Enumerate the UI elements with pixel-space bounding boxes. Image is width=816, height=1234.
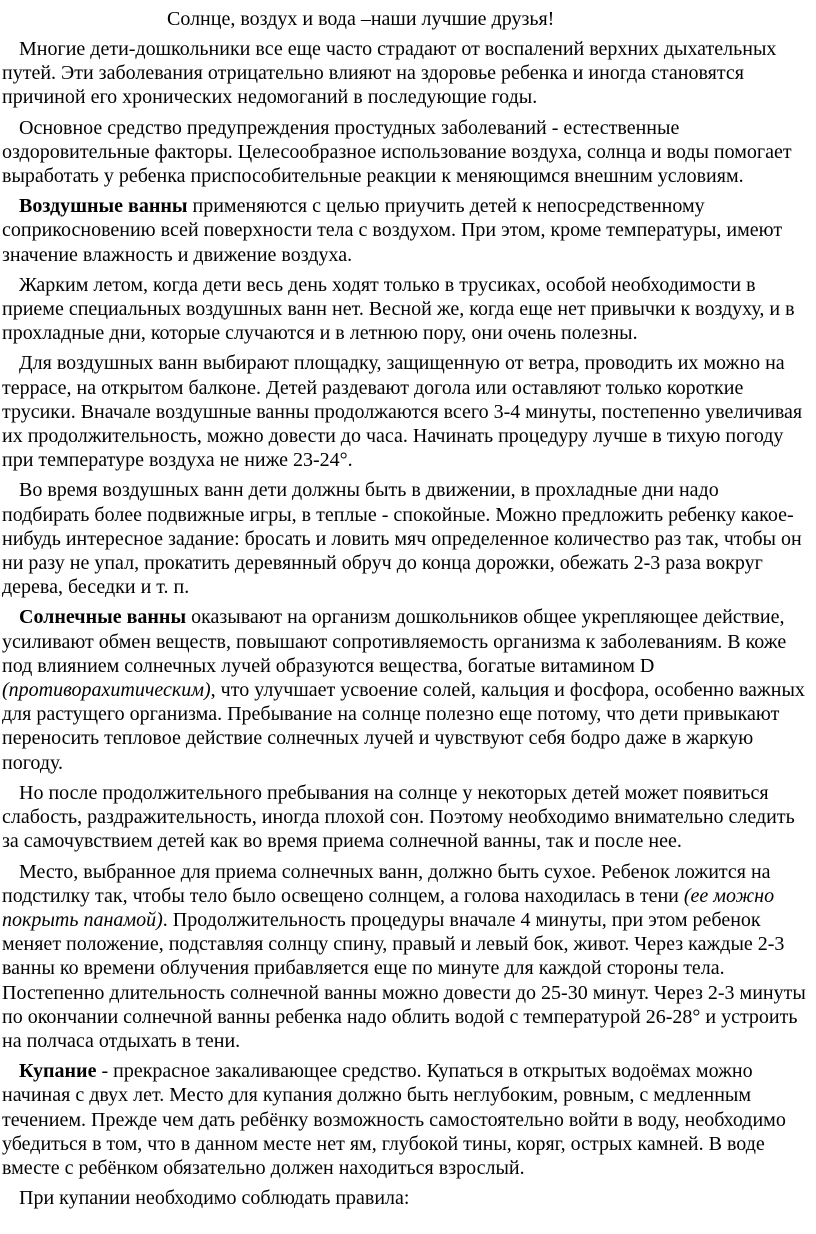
sun-procedure-italic: (ее можно покрыть панамой): [2, 884, 775, 931]
sun-procedure-text-a: Место, выбранное для приема солнечных ванн, должно быть сухое. Ребенок ложится на подстилку так, чтобы тело было освещено солнцем, а голова находилась в тени: [2, 860, 771, 907]
paragraph-respiratory-diseases: Многие дети-дошкольники все еще часто страдают от воспалений верхних дыхательных путей. Эти заболевания отрицательно влияют на здоровье ребенка и иногда становятся причиной его хронических недомоганий в последующие годы.: [2, 38, 777, 109]
bathing-text: - прекрасное закаливающее средство. Купаться в открытых водоёмах можно начиная с двух лет. Место для купания должно быть неглубоким, ровным, с медленным течением. Прежде чем дать ребёнку возможность самостоятельно войти в воду, необходимо убедиться в том, что в данном месте нет ям, глубокой тины, коряг, острых камней. В воде вместе с ребёнком обязательно должен находиться взрослый.: [2, 1060, 786, 1179]
paragraph-bathing: [2, 1059, 810, 1180]
paragraph-sun-bath-procedure: [2, 860, 810, 1054]
air-baths-heading: Воздушные ванны: [19, 195, 188, 218]
paragraph-sun-side-effects: Но после продолжительного пребывания на солнце у некоторых детей может появиться слабость, раздражительность, иногда плохой сон. Поэтому необходимо внимательно следить за самочувствием детей как во время приема солнечной ванны, так и после нее.: [2, 781, 795, 853]
sun-baths-text-b: , что улучшает усвоение солей, кальция и фосфора, особенно важных для растущего организма. Пребывание на солнце полезно еще потому, что дети привыкают переносить тепловое действие солнечных лучей и чувствуют себя бодро даже в жаркую погоду.: [2, 679, 805, 774]
paragraph-hot-summer: Жарким летом, когда дети весь день ходят только в трусиках, особой необходимости в приеме специальных воздушных ванн нет. Весной же, когда еще нет привычки к воздуху, и в прохладные дни, которые случаются и в летнюю пору, они очень полезны.: [2, 273, 795, 345]
paragraph-movement-games: Во время воздушных ванн дети должны быть в движении, в прохладные дни надо подбирать более подвижные игры, в теплые - спокойные. Можно предложить ребенку какое-нибудь интересное задание: бросать и ловить мяч определенное количество раз так, чтобы он ни разу не упал, прокатить деревянный обруч до конца дорожки, обежать 2-3 раза вокруг дерева, беседки и т. п.: [2, 479, 802, 599]
paragraph-air-baths: [2, 194, 810, 267]
paragraph-air-bath-place: Для воздушных ванн выбирают площадку, защищенную от ветра, проводить их можно на террасе, на открытом балконе. Детей раздевают догола или оставляют только короткие трусики. Вначале воздушные ванны продолжаются всего 3-4 минуты, постепенно увеличивая их продолжительность, можно довести до часа. Начинать процедуру лучше в тихую погоду при температуре воздуха не ниже 23-24°.: [2, 352, 803, 472]
sun-baths-heading: Солнечные ванны: [19, 606, 187, 629]
sun-baths-text-a: оказывают на организм дошкольников общее укрепляющее действие, усиливают обмен веществ, повышают сопротивляемость организма к заболеваниям. В коже под влиянием солнечных лучей образуются вещества, богатые витамином D: [2, 606, 787, 677]
sun-baths-italic: (противорахитическим): [2, 679, 211, 702]
sun-procedure-text-b: . Продолжительность процедуры вначале 4 минуты, при этом ребенок меняет положение, подставляя солнцу спину, правый и левый бок, живот. Через каждые 2-3 ванны ко времени облучения прибавляется еще по минуте для каждой стороны тела. Постепенно длительность солнечной ванны можно довести до 25-30 минут. Через 2-3 минуты по окончании солнечной ванны ребенка надо облить водой с температурой 26-28° и устроить на полчаса отдыхать в тени.: [2, 908, 806, 1052]
document-title: Солнце, воздух и вода –наши лучшие друзья!: [167, 8, 555, 30]
bathing-heading: Купание: [19, 1060, 97, 1083]
paragraph-sun-baths: [2, 605, 810, 774]
paragraph-bathing-rules: При купании необходимо соблюдать правила:: [19, 1187, 410, 1210]
paragraph-prevention: Основное средство предупреждения простудных заболеваний - естественные оздоровительные факторы. Целесообразное использование воздуха, солнца и воды помогает выработать у ребенка приспособительные реакции к меняющимся внешним условиям.: [2, 116, 792, 188]
air-baths-text: применяются с целью приучить детей к непосредственному соприкосновению всей поверхности тела с воздухом. При этом, кроме температуры, имеют значение влажность и движение воздуха.: [2, 195, 783, 266]
